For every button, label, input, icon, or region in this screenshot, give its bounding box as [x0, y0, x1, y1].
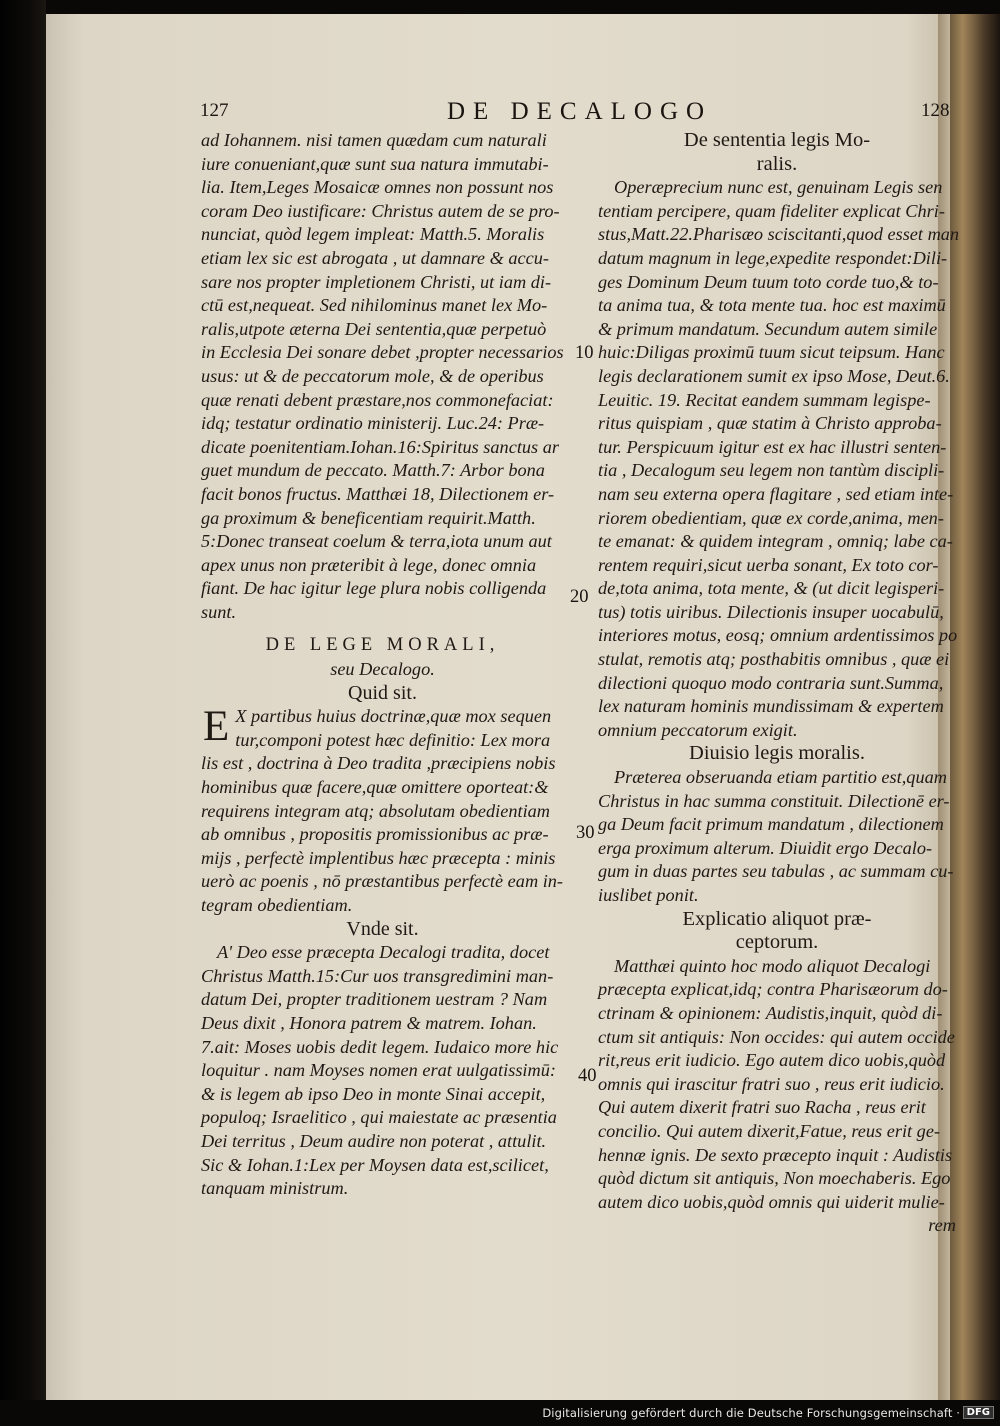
page-number-left: 127	[200, 100, 229, 121]
text-line: te emanat: & quidem integram , omniq; labe ca-	[598, 531, 953, 552]
text-line: in Ecclesia Dei sonare debet ,propter necessarios	[201, 342, 564, 363]
right-column	[598, 129, 960, 1238]
text-line: 7.ait: Moses uobis dedit legem. Iudaico more hic	[201, 1036, 559, 1057]
text-line: requirens integram atq; absolutam obedientiam	[201, 800, 551, 821]
text-line: tegram obedientiam.	[201, 895, 353, 915]
left-text-block-1	[201, 129, 564, 601]
heading-unde-sit: Vnde sit.	[346, 917, 419, 940]
text-line: facit bonos fructus. Matthæi 18, Dilectionem er-	[201, 483, 555, 504]
text-line: interiores motus, eosq; omnium ardentissimos po	[598, 625, 958, 646]
heading-de-sententia-cont: ralis.	[756, 152, 798, 175]
text-line: iure conueniant,quæ sunt sua natura immutabi-	[201, 153, 549, 174]
heading-de-sententia: De sententia legis Mo-	[683, 129, 871, 151]
margin-line-number: 10	[575, 343, 594, 363]
text-line: ga Deum facit primum mandatum , dilectionem	[598, 814, 944, 835]
text-line: lia. Item,Leges Mosaicæ omnes non possunt nos	[201, 177, 554, 198]
text-line: gum in duas partes seu tabulas , ac summam cu-	[598, 861, 954, 882]
text-line: etiam lex sic est abrogata , ut damnare & accu-	[201, 247, 549, 268]
text-line: Matthæi quinto hoc modo aliquot Decalogi	[614, 955, 931, 976]
text-line: huic:Diligas proximū tuum sicut teipsum. Hanc	[598, 342, 945, 363]
text-line: datum Dei, propter traditionem uestram ? Nam	[201, 989, 548, 1010]
text-line: Christus Matth.15:Cur uos transgredimini man-	[201, 965, 554, 986]
scan-left-border	[0, 0, 46, 1426]
text-line: sare nos propter impletionem Christi, ut iam di-	[201, 271, 552, 292]
drop-cap-lines	[201, 705, 564, 776]
text-line: datum magnum in lege,expedite respondet:Dili-	[598, 247, 948, 268]
text-line: ga proximum & beneficentiam requirit.Matth.	[201, 507, 536, 528]
text-line: concilio. Qui autem dixerit,Fatue, reus erit ge-	[598, 1120, 941, 1141]
text-line: riorem obedientiam, quæ ex corde,anima, men-	[598, 507, 944, 528]
heading-explicatio-cont: ceptorum.	[735, 931, 819, 954]
text-line: ctum sit antiquis: Non occides: qui autem occide	[598, 1026, 955, 1047]
text-line: ab omnibus , propositis promissionibus ac præ-	[201, 824, 549, 845]
text-line: mijs , perfectè implentibus hæc præcepta : minis	[201, 847, 556, 868]
text-line: Deus dixit , Honora patrem & matrem. Iohan.	[201, 1012, 537, 1033]
text-line: tur,componi potest hæc definitio: Lex mora	[235, 729, 551, 750]
dfg-logo: DFG	[963, 1406, 994, 1419]
left-text-block-3	[201, 965, 564, 1177]
margin-line-number: 40	[578, 1066, 597, 1086]
text-line: tentiam percipere, quam fideliter explicat Chri-	[598, 200, 945, 221]
text-line: nunciat, quòd legem impleat: Matth.5. Moralis	[201, 224, 545, 245]
text-line: lex naturam hominis mundissimam & expertem	[598, 696, 944, 717]
text-line: tia , Decalogum seu legem non tantùm discipli-	[598, 460, 945, 481]
text-line: ctū est,nequeat. Sed nihilominus manet lex Mo-	[201, 295, 548, 316]
text-line: loquitur . nam Moyses nomen erat uulgatissimū:	[201, 1060, 556, 1081]
text-line: 5:Donec transeat coelum & terra,iota unum aut	[201, 531, 552, 552]
text-line: omnis qui irascitur fratri suo , reus erit iudicio.	[598, 1073, 945, 1094]
text-line: uerò ac poenis , nō præstantibus perfectè eam in-	[201, 871, 564, 892]
text-line: ta anima tua, & tota mente tua. hoc est maximū	[598, 295, 946, 316]
text-line: legis declarationem sumit ex ipso Mose, Deut.6.	[598, 365, 950, 386]
right-text-block-3	[598, 978, 956, 1214]
section-heading: DE LEGE MORALI,	[265, 635, 500, 656]
definition-paragraph	[201, 705, 564, 776]
text-line: rit,reus erit iudicio. Ego autem dico uobis,quòd	[598, 1050, 946, 1071]
text-line: fiant. De hac igitur lege plura nobis colligenda	[201, 578, 547, 599]
text-line: Dei territus , Deum audire non poterat , attulit.	[201, 1130, 547, 1151]
text-line: usus: ut & de peccatorum mole, & de operibus	[201, 365, 544, 386]
heading-explicatio: Explicatio aliquot præ-	[682, 907, 872, 930]
catchword: rem	[928, 1215, 956, 1236]
text-line: Operæprecium nunc est, genuinam Legis sen	[614, 177, 943, 198]
text-line: ralis,utpote æterna Dei sententia,quæ perpetuò	[201, 318, 547, 339]
drop-cap: E	[203, 703, 230, 751]
text-line: ctrinam & opinionem: Audistis,inquit, quòd di-	[598, 1002, 943, 1023]
text-line: quæ renati debent præstare,nos commonefaciat:	[201, 389, 554, 410]
heading-quid-sit: Quid sit.	[348, 681, 417, 704]
text-line: hominibus quæ facere,quæ omittere oporteat:&	[201, 777, 549, 798]
text-line: quòd dictum sit antiquis, Non moechaberis. Ego	[598, 1168, 951, 1189]
text-line: X partibus huius doctrinæ,quæ mox sequen	[235, 706, 552, 727]
text-line: Sic & Iohan.1:Lex per Moysen data est,scilicet,	[201, 1154, 549, 1175]
text-line: autem dico uobis,quòd omnis qui uiderit mulie-	[598, 1191, 945, 1212]
text-line: lis est , doctrina à Deo tradita ,præcipiens nobis	[201, 753, 556, 774]
page-number-right: 128	[921, 100, 950, 121]
margin-line-number: 30	[576, 823, 595, 843]
text-line: apex unus non præteribit à lege, donec omnia	[201, 554, 537, 575]
text-line: rentem requiri,sicut uerba sonant, Ex toto cor-	[598, 554, 939, 575]
right-text-block-2	[598, 790, 956, 884]
text-line: & is legem ab ipso Deo in monte Sinai accepit,	[201, 1083, 546, 1104]
text-line: coram Deo iustificare: Christus autem de se pro-	[201, 200, 560, 221]
text-line: A' Deo esse præcepta Decalogi tradita, docet	[217, 942, 550, 963]
left-column	[201, 129, 564, 1201]
text-line: ad Iohannem. nisi tamen quædam cum naturali	[201, 130, 547, 150]
text-line: hennæ ignis. De sexto præcepto inquit : Audistis	[598, 1144, 953, 1165]
text-line: ritus quispiam , quæ statim à Christo approba-	[598, 413, 942, 434]
text-line: de,tota anima, tota mente, & (ut dicit legisperi-	[598, 578, 945, 599]
left-text-block-2	[201, 776, 564, 894]
text-line: Leuitic. 19. Recitat eandem summam legispe-	[598, 389, 931, 410]
text-line: Præterea obseruanda etiam partitio est,quam	[614, 767, 947, 788]
text-line: erga proximum alterum. Diuidit ergo Decalo-	[598, 837, 933, 858]
text-line: præcepta explicat,idq; contra Pharisæorum do-	[598, 979, 948, 1000]
right-text-block-1	[598, 200, 960, 719]
text-line: populoq; Israelitico , qui maiestate ac præsentia	[201, 1107, 557, 1128]
text-line: Qui autem dixerit fratri suo Racha , reus erit	[598, 1097, 926, 1118]
text-line: dilectioni quoquo modo contraria sunt.Summa,	[598, 672, 944, 693]
text-line: idq; testatur ordinatio ministerij. Luc.24: Præ-	[201, 413, 545, 434]
text-line: dicate poenitentiam.Iohan.16:Spiritus sanctus ar	[201, 436, 559, 457]
running-title: DE DECALOGO	[447, 98, 713, 125]
text-line: tanquam ministrum.	[201, 1178, 349, 1199]
text-line: tus) totis uiribus. Dilectionis insuper uocabulū,	[598, 601, 944, 622]
section-subheading: seu Decalogo.	[330, 659, 435, 680]
text-line: & primum mandatum. Secundum autem simile	[598, 318, 938, 339]
text-line: ges Dominum Deum tuum toto corde tuo,& to-	[598, 271, 939, 292]
text-line: tur. Perspicuum igitur est ex hac illustri senten-	[598, 436, 947, 457]
text-line: Christus in hac summa constituit. Dilectionē er-	[598, 790, 950, 811]
text-line: nam seu externa opera flagitare , sed etiam inte-	[598, 483, 954, 504]
digitization-credit: Digitalisierung gefördert durch die Deutsche Forschungsgemeinschaft ·	[542, 1406, 960, 1420]
text-line: sunt.	[201, 601, 237, 622]
text-line: stulat, remotis atq; posthabitis omnibus , quæ ei	[598, 649, 950, 670]
book-binding-edge	[950, 14, 1000, 1400]
text-line: iuslibet ponit.	[598, 885, 699, 905]
text-line: guet mundum de peccato. Matth.7: Arbor bona	[201, 460, 545, 481]
heading-diuisio: Diuisio legis moralis.	[689, 742, 865, 765]
margin-line-number: 20	[570, 587, 589, 607]
text-line: omnium peccatorum exigit.	[598, 719, 798, 740]
text-line: stus,Matt.22.Pharisæo sciscitanti,quod esset man	[598, 224, 960, 245]
